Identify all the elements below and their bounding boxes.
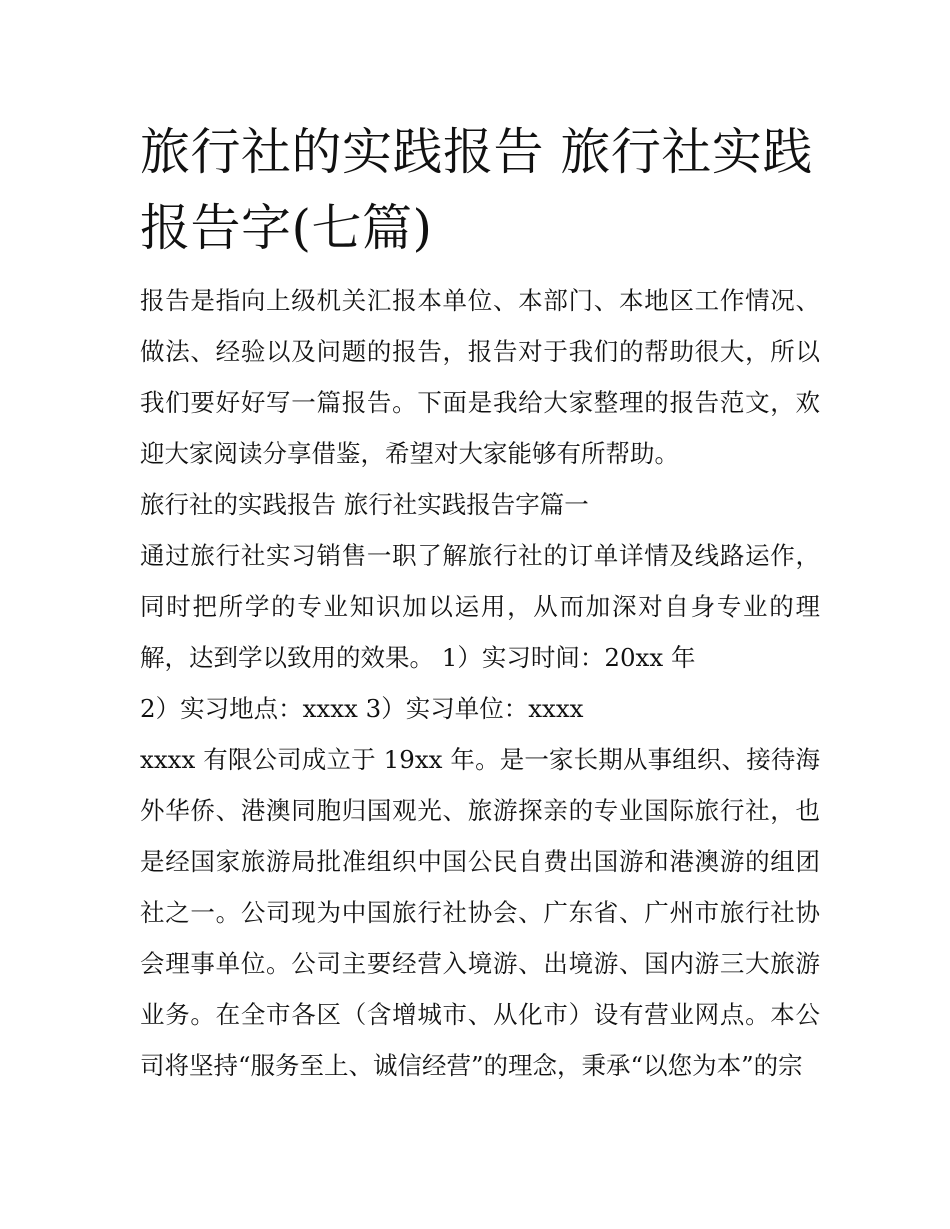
document-title: 旅行社的实践报告 旅行社实践报告字(七篇): [140, 123, 813, 257]
place-unit-paragraph: 2）实习地点：xxxx 3）实习单位：xxxx: [140, 694, 584, 723]
section-heading: 旅行社的实践报告 旅行社实践报告字篇一: [140, 490, 589, 519]
company-paragraph: xxxx 有限公司成立于 19xx 年。是一家长期从事组织、接待海外华侨、港澳同胞归国观光、旅游探亲的专业国际旅行社，也是经国家旅游局批准组织中国公民自费出国游和港澳游的组团社之一。公司现为中国旅行社协会、广东省、广州市旅行社协会理事单位。公司主要经营入境游、出境游、国内游三大旅游业务。在全市各区（含增城市、从化市）设有营业网点。本公司将坚持“服务至上、诚信经营”的理念，秉承“以您为本”的宗: [140, 745, 820, 1080]
intro-paragraph: 报告是指向上级机关汇报本单位、本部门、本地区工作情况、做法、经验以及问题的报告，报告对于我们的帮助很大，所以我们要好好写一篇报告。下面是我给大家整理的报告范文，欢迎大家阅读分享借鉴，希望对大家能够有所帮助。: [140, 286, 820, 468]
purpose-paragraph: 通过旅行社实习销售一职了解旅行社的订单详情及线路运作，同时把所学的专业知识加以运用，从而加深对自身专业的理解，达到学以致用的效果。 1）实习时间：20xx 年: [140, 541, 820, 672]
